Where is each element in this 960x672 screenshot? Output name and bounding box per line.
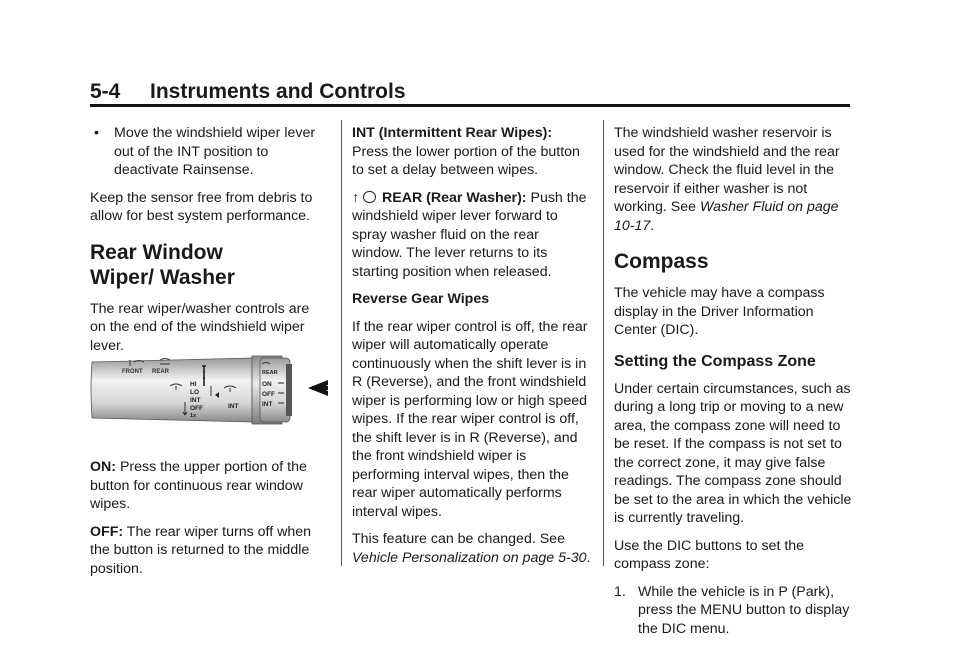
link-vehicle-personalization[interactable]: Vehicle Personalization on page 5-30 <box>352 549 587 566</box>
label-lo: LO <box>190 389 200 396</box>
section-title: Instruments and Controls <box>150 80 406 103</box>
paragraph-change: This feature can be changed. See Vehicle Personalization on page 5-30. <box>352 531 591 566</box>
rear-washer-icon <box>363 191 376 203</box>
label-off2: OFF <box>262 391 275 398</box>
label-hi: HI <box>190 381 197 388</box>
paragraph-compass: The vehicle may have a compass display in the Driver Information Center (DIC). <box>614 285 825 338</box>
label-int2: INT <box>228 403 239 410</box>
column-2 <box>352 124 592 576</box>
list-item: • Move the windshield wiper lever out of the INT position to deactivate Rainsense. <box>94 125 316 178</box>
heading-reverse-gear: Reverse Gear Wipes <box>352 291 490 307</box>
label-rear2: REAR <box>262 370 278 376</box>
label-front: FRONT <box>122 369 143 375</box>
label-rear: REAR <box>152 369 170 375</box>
paragraph: The rear wiper/washer controls are on the end of the windshield wiper lever. <box>90 300 310 354</box>
paragraph-reverse: If the rear wiper control is off, the rear wiper will automatically operate continuously when the shift lever is in R (Reverse), and the front windshield wiper is performing low or high speed wipes. If the rear wiper control is off, the shift lever is in R (Reverse), and the front windshield wiper is performing interval wipes, then the rear wiper automatically performs interval wipes. <box>352 318 588 520</box>
paragraph-rear-washer: ↑ REAR (Rear Washer): Push the windshield wiper lever forward to spray washer fluid on the rear window. The lever returns to its starting position when released. <box>352 189 587 280</box>
column-1 <box>90 124 328 364</box>
washer-arrow-icon: ↑ <box>352 189 360 206</box>
paragraph-off: OFF: The rear wiper turns off when the button is returned to the middle position. <box>90 523 312 577</box>
bullet-icon: • <box>94 125 99 141</box>
column-divider <box>341 120 342 566</box>
column-1-continued <box>90 458 328 587</box>
heading-rear-wiper: Rear Window Wiper/ Washer <box>90 240 235 289</box>
page-number: 5-4 <box>90 80 121 103</box>
paragraph-on: ON: Press the upper portion of the button for continuous rear window wipes. <box>90 459 307 512</box>
paragraph-zone: Under certain circumstances, such as during a long trip or moving to a new area, the compass zone will need to be reset. If the compass is not set to the correct zone, it may give false readings. The compass zone should be set to the area in which the vehicle is currently traveling. <box>614 380 852 526</box>
label-on: ON <box>262 381 272 388</box>
label-int3: INT <box>262 401 273 408</box>
heading-compass: Compass <box>614 250 709 273</box>
page-header <box>90 80 850 110</box>
list-item-step-1: 1. While the vehicle is in P (Park), press the MENU button to display the DIC menu. <box>614 583 850 637</box>
paragraph-int: INT (Intermittent Rear Wipes): Press the lower portion of the button to set a delay between wipes. <box>352 125 580 178</box>
heading-compass-zone: Setting the Compass Zone <box>614 352 816 370</box>
header-rule <box>90 104 850 107</box>
label-1x: 1x <box>190 413 197 419</box>
column-divider <box>603 120 604 566</box>
wiper-lever-figure <box>90 350 330 430</box>
paragraph-washer: The windshield washer reservoir is used for the windshield and the rear window. Check the fluid level in the reservoir if either washer is not working. See Washer Fluid on page 10-17. <box>614 125 840 234</box>
label-int: INT <box>190 397 201 404</box>
link-washer-fluid[interactable]: Washer Fluid on page 10-17 <box>614 199 839 234</box>
paragraph-dic: Use the DIC buttons to set the compass zone: <box>614 537 805 572</box>
column-3 <box>614 124 852 638</box>
label-off: OFF <box>190 405 203 412</box>
paragraph: Keep the sensor free from debris to allow for best system performance. <box>90 189 313 224</box>
